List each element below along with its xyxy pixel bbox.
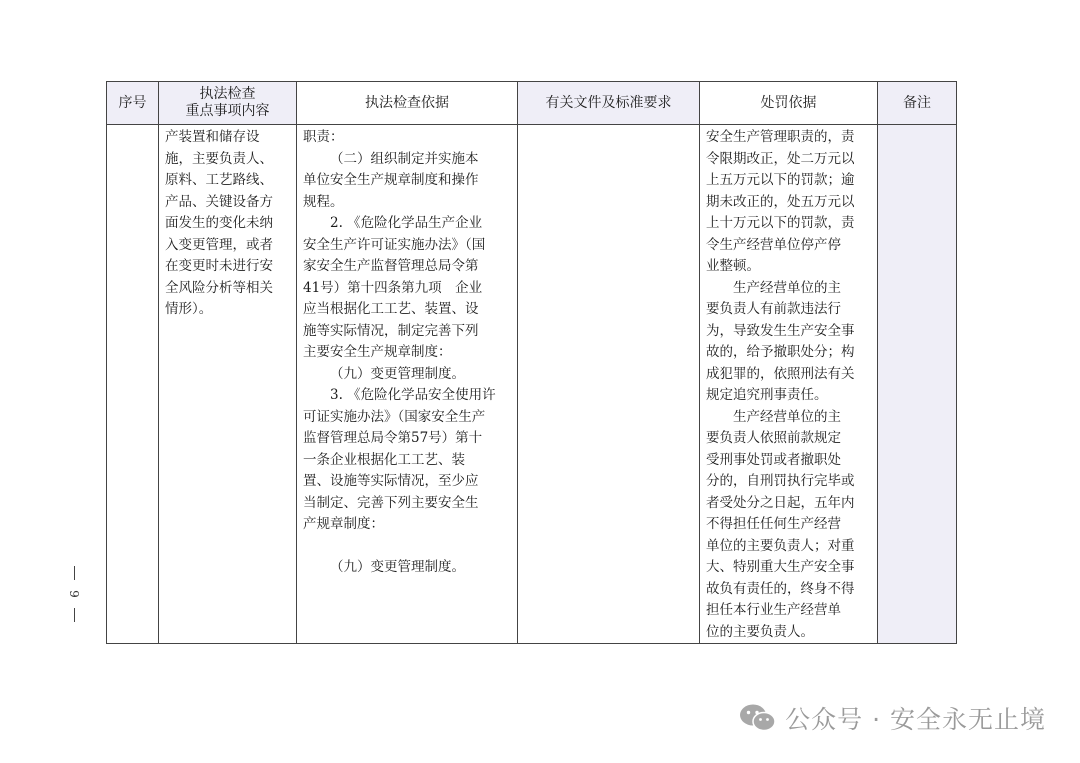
watermark-text: 公众号 · 安全永无止境 xyxy=(785,705,1046,734)
penalty-line: 故的，给予撤职处分；构 xyxy=(706,344,855,360)
header-seq: 序号 xyxy=(107,82,159,125)
header-key-line1: 执法检查 xyxy=(199,86,256,102)
penalty-line: 者受处分之日起，五年内 xyxy=(706,494,855,511)
penalty-line: 规定追究刑事责任。 xyxy=(706,387,828,403)
basis-line: （九）变更管理制度。 xyxy=(330,365,465,382)
header-key-items xyxy=(159,82,297,125)
key-content-line: 产装置和储存设 xyxy=(165,129,260,145)
key-content-line: 原料、工艺路线、 xyxy=(165,172,273,188)
cell-key-content xyxy=(159,125,297,644)
basis-line: 职责： xyxy=(303,129,344,145)
basis-line: 单位安全生产规章制度和操作 xyxy=(303,172,479,188)
basis-text xyxy=(297,125,517,579)
table-row xyxy=(107,125,957,644)
penalty-line: 业整顿。 xyxy=(706,258,760,274)
basis-line: 施等实际情况，制定完善下列 xyxy=(303,322,479,339)
header-docs: 有关文件及标准要求 xyxy=(518,82,700,125)
basis-line: 当制定、完善下列主要安全生 xyxy=(303,494,479,511)
penalty-line: 大、特别重大生产安全事 xyxy=(706,559,855,575)
basis-line: 2. 《危险化学品生产企业 xyxy=(330,215,483,231)
penalty-line: 令生产经营单位停产停 xyxy=(706,236,841,253)
penalty-text xyxy=(700,125,877,643)
page-number-dash-top xyxy=(74,566,75,580)
penalty-line: 期未改正的，处五万元以 xyxy=(706,193,855,210)
header-penalty: 处罚依据 xyxy=(700,82,878,125)
penalty-line: 不得担任任何生产经营 xyxy=(706,516,841,532)
penalty-line: 成犯罪的，依照刑法有关 xyxy=(706,365,855,382)
cell-note xyxy=(878,125,957,644)
penalty-line: 生产经营单位的主 xyxy=(733,279,841,296)
cell-docs xyxy=(518,125,700,644)
basis-line: （二）组织制定并实施本 xyxy=(330,150,479,167)
penalty-line: 受刑事处罚或者撤职处 xyxy=(706,451,841,468)
penalty-line: 令限期改正，处二万元以 xyxy=(706,150,855,167)
basis-line: 3. 《危险化学品安全使用许 xyxy=(330,387,496,403)
watermark xyxy=(739,700,1046,736)
basis-line xyxy=(303,536,511,558)
penalty-line: 为，导致发生生产安全事 xyxy=(706,322,855,339)
wechat-icon xyxy=(739,703,777,733)
header-note: 备注 xyxy=(878,82,957,125)
basis-line: 安全生产许可证实施办法》（国 xyxy=(303,236,486,253)
cell-seq xyxy=(107,125,159,644)
table-header-row xyxy=(107,82,957,125)
basis-line: 一条企业根据化工工艺、装 xyxy=(303,451,465,468)
page-number xyxy=(66,566,82,622)
basis-line: 可证实施办法》（国家安全生产 xyxy=(303,408,486,425)
basis-line: 置、设施等实际情况，至少应 xyxy=(303,473,479,489)
basis-line: 监督管理总局令第57号）第十 xyxy=(303,430,483,446)
key-content-line: 产品、关键设备方 xyxy=(165,193,273,210)
header-key-line2: 重点事项内容 xyxy=(185,103,270,119)
basis-line: 主要安全生产规章制度： xyxy=(303,344,452,360)
cell-basis xyxy=(297,125,518,644)
basis-line: 产规章制度： xyxy=(303,516,384,532)
page-number-dash-bottom xyxy=(74,608,75,622)
basis-line: 应当根据化工工艺、装置、设 xyxy=(303,301,479,317)
penalty-line: 要负责人有前款违法行 xyxy=(706,301,841,317)
header-basis: 执法检查依据 xyxy=(297,82,518,125)
key-content-line: 全风险分析等相关 xyxy=(165,279,273,296)
penalty-line: 生产经营单位的主 xyxy=(733,408,841,425)
penalty-line: 安全生产管理职责的，责 xyxy=(706,129,855,145)
page-number-digit: 9 xyxy=(67,590,81,598)
cell-penalty xyxy=(700,125,878,644)
penalty-line: 要负责人依照前款规定 xyxy=(706,430,841,446)
basis-line: （九）变更管理制度。 xyxy=(330,559,465,575)
key-content-line: 面发生的变化未纳 xyxy=(165,215,273,231)
key-content-text xyxy=(159,125,296,321)
key-content-line: 入变更管理，或者 xyxy=(165,236,273,253)
penalty-line: 上十万元以下的罚款，责 xyxy=(706,215,855,231)
enforcement-table xyxy=(106,81,957,644)
penalty-line: 上五万元以下的罚款；逾 xyxy=(706,172,855,188)
basis-line: 41号）第十四条第九项 企业 xyxy=(303,279,483,296)
key-content-line: 施，主要负责人、 xyxy=(165,150,273,167)
key-content-line: 在变更时未进行安 xyxy=(165,258,273,274)
penalty-line: 担任本行业生产经营单 xyxy=(706,602,841,618)
basis-line: 规程。 xyxy=(303,193,344,210)
basis-line: 家安全生产监督管理总局令第 xyxy=(303,258,479,274)
penalty-line: 故负有责任的，终身不得 xyxy=(706,580,855,597)
penalty-line: 位的主要负责人。 xyxy=(706,623,814,640)
key-content-line: 情形）。 xyxy=(165,301,213,317)
penalty-line: 分的，自刑罚执行完毕或 xyxy=(706,473,855,489)
penalty-line: 单位的主要负责人；对重 xyxy=(706,537,855,554)
